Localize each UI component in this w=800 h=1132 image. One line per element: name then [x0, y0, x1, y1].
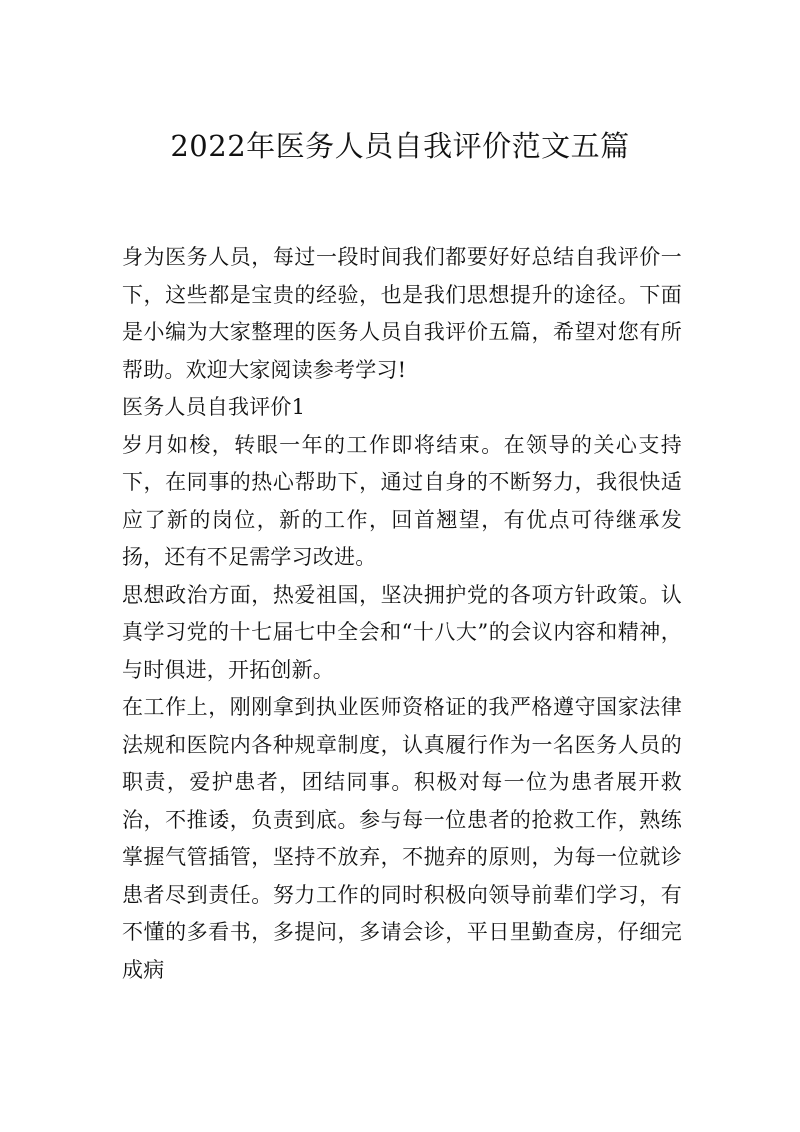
- body-paragraph: 在工作上，刚刚拿到执业医师资格证的我严格遵守国家法律法规和医院内各种规章制度，认真履行作为一名医务人员的职责，爱护患者，团结同事。积极对每一位为患者展开救治，不推诿，负责到底。参与每一位患者的抢救工作，熟练掌握气管插管，坚持不放弃，不抛弃的原则，为每一位就诊患者尽到责任。努力工作的同时积极向领导前辈们学习，有不懂的多看书，多提问，多请会诊，平日里勤查房，仔细完成病: [122, 695, 682, 982]
- intro-paragraph: 身为医务人员，每过一段时间我们都要好好总结自我评价一下，这些都是宝贵的经验，也是我们思想提升的途径。下面是小编为大家整理的医务人员自我评价五篇，希望对您有所帮助。欢迎大家阅读参考学习!: [122, 245, 682, 382]
- body-paragraph: 思想政治方面，热爱祖国，坚决拥护党的各项方针政策。认真学习党的十七届七中全会和“十八大”的会议内容和精神，与时俱进，开拓创新。: [122, 582, 682, 682]
- document-title: 2022年医务人员自我评价范文五篇: [170, 129, 630, 163]
- section-heading: 医务人员自我评价1: [122, 395, 306, 419]
- body-paragraph: 岁月如梭，转眼一年的工作即将结束。在领导的关心支持下，在同事的热心帮助下，通过自身的不断努力，我很快适应了新的岗位，新的工作，回首翘望，有优点可待继承发扬，还有不足需学习改进。: [122, 432, 682, 569]
- document-body: [122, 239, 682, 989]
